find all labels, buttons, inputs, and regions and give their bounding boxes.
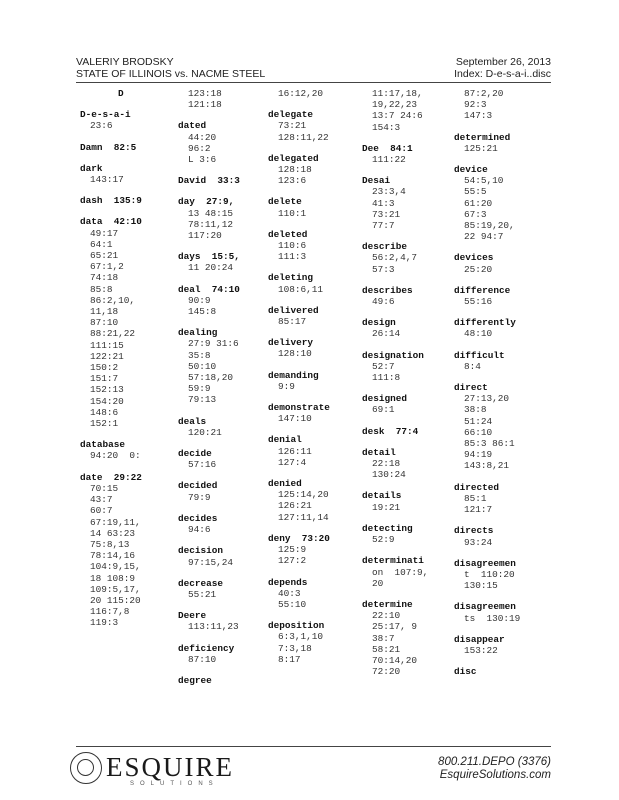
index-term: determined: [454, 131, 511, 143]
page-line-ref: 85:19,20,: [464, 220, 515, 232]
page-line-ref: 70:15: [90, 482, 119, 494]
index-entry: [80, 163, 172, 185]
page-line-ref: on 107:9,: [372, 566, 429, 578]
page-line-ref: 26:14: [372, 328, 401, 340]
logo-subtitle: SOLUTIONS: [130, 781, 219, 787]
page-line-ref: 125:9: [278, 544, 307, 556]
page-line-ref: 120:21: [188, 426, 222, 438]
page-line-ref: 94:20 0:: [90, 450, 141, 462]
page-line-ref: 8:17: [278, 653, 301, 665]
index-term: detail: [362, 446, 396, 458]
page-line-ref: 48:10: [464, 328, 493, 340]
index-entry: [454, 350, 546, 372]
index-term: dark: [80, 162, 103, 174]
page-line-ref: 78:11,12: [188, 218, 234, 230]
index-entry: [178, 480, 270, 502]
page-line-ref: 38:8: [464, 404, 487, 416]
page-line-ref: 123:18: [188, 88, 222, 99]
page-line-ref: 16:12,20: [278, 88, 324, 99]
index-entry: [80, 195, 172, 206]
page-line-ref: 87:2,20: [464, 88, 504, 99]
index-term: degree: [178, 674, 212, 686]
page-line-ref: 73:21: [278, 120, 307, 132]
page-line-ref: 61:20: [464, 197, 493, 209]
index-entry: [268, 272, 360, 294]
index-entry: [362, 523, 454, 545]
index-term: deficiency: [178, 642, 235, 654]
index-entry: [454, 317, 546, 339]
page-line-ref: 145:8: [188, 306, 217, 318]
index-term: describe: [362, 241, 408, 253]
index-term: days 15:5,: [178, 251, 240, 263]
page-line-ref: 22:10: [372, 610, 401, 622]
page-line-ref: 88:21,22: [90, 328, 136, 340]
page-line-ref: 119:3: [90, 617, 119, 629]
page-line-ref: 23:6: [90, 120, 113, 132]
page-line-ref: 111:22: [372, 154, 406, 166]
index-entry: [454, 252, 546, 274]
index-entry: [178, 643, 270, 665]
page-line-ref: 27:9 31:6: [188, 338, 239, 350]
index-term: decrease: [178, 577, 224, 589]
index-term: deny 73:20: [268, 532, 330, 544]
footer-website: EsquireSolutions.com: [439, 769, 551, 781]
page-line-ref: 130:15: [464, 580, 498, 592]
header-right: [454, 56, 551, 80]
index-term: designation: [362, 349, 424, 361]
page-line-ref: 44:20: [188, 131, 217, 143]
index-term: decided: [178, 480, 218, 492]
page-line-ref: 128:18: [278, 164, 312, 176]
page-line-ref: 85:3 86:1: [464, 438, 515, 450]
page-line-ref: 85:17: [278, 316, 307, 328]
index-entry: [80, 109, 172, 131]
index-entry: [178, 120, 270, 165]
logo-wordmark: ESQUIRE: [106, 752, 234, 782]
page-line-ref: 13 48:15: [188, 207, 234, 219]
page-line-ref: 122:21: [90, 350, 124, 362]
page-line-ref: 50:10: [188, 360, 217, 372]
index-entry: [362, 241, 454, 275]
page-line-ref: 23:3,4: [372, 186, 406, 198]
page-line-ref: 150:2: [90, 362, 119, 374]
index-column: [268, 88, 360, 675]
index-entry: [178, 175, 270, 186]
page-line-ref: 38:7: [372, 632, 395, 644]
index-term: Dee 84:1: [362, 142, 413, 154]
index-term: direct: [454, 382, 488, 394]
index-term: denial: [268, 434, 302, 446]
page-line-ref: 152:13: [90, 384, 124, 396]
page-line-ref: ts 130:19: [464, 612, 521, 624]
page-line-ref: 25:17, 9: [372, 621, 418, 633]
index-term: demonstrate: [268, 402, 330, 414]
index-term: deal 74:10: [178, 283, 240, 295]
index-entry: [80, 88, 172, 99]
index-term: details: [362, 490, 402, 502]
page-line-ref: 121:7: [464, 504, 493, 516]
case-title: STATE OF ILLINOIS vs. NACME STEEL: [76, 68, 266, 80]
page-line-ref: 72:20: [372, 666, 401, 678]
page-line-ref: 43:7: [90, 494, 113, 506]
page-line-ref: 117:20: [188, 230, 222, 242]
index-term: deposition: [268, 620, 325, 632]
page-line-ref: 40:3: [278, 587, 301, 599]
index-entry: [80, 472, 172, 629]
page-line-ref: 9:9: [278, 380, 295, 392]
page-line-ref: 93:24: [464, 536, 493, 548]
page-line-ref: 126:11: [278, 445, 312, 457]
page-line-ref: 55:21: [188, 588, 217, 600]
index-entry: [362, 599, 454, 677]
index-entry: [178, 284, 270, 318]
page-line-ref: 57:16: [188, 459, 217, 471]
index-term: disagreemen: [454, 557, 516, 569]
page-line-ref: 7:3,18: [278, 642, 312, 654]
index-entry: [268, 305, 360, 327]
page-line-ref: 35:8: [188, 349, 211, 361]
page-line-ref: 94:6: [188, 524, 211, 536]
page-line-ref: 79:9: [188, 491, 211, 503]
index-entry: [268, 434, 360, 468]
index-term: decision: [178, 545, 224, 557]
index-term: designed: [362, 393, 408, 405]
page-line-ref: 20 115:20: [90, 594, 141, 606]
index-entry: [178, 578, 270, 600]
page-line-ref: 79:13: [188, 394, 217, 406]
index-term: disagreemen: [454, 601, 516, 613]
page-line-ref: 127:4: [278, 456, 307, 468]
page-line-ref: L 3:6: [188, 154, 217, 166]
header-rule: [76, 82, 551, 83]
index-term: deleted: [268, 228, 308, 240]
index-term: desk 77:4: [362, 425, 419, 437]
index-term: delegate: [268, 109, 314, 121]
page-line-ref: 125:21: [464, 142, 498, 154]
index-entry: [268, 88, 360, 99]
index-term: data 42:10: [80, 216, 142, 228]
index-entry: [178, 416, 270, 438]
page-line-ref: 49:6: [372, 296, 395, 308]
page-line-ref: 51:24: [464, 415, 493, 427]
page-line-ref: 148:6: [90, 406, 119, 418]
page-line-ref: 85:1: [464, 492, 487, 504]
page-line-ref: 14 63:23: [90, 527, 136, 539]
index-term: David 33:3: [178, 175, 240, 187]
page-line-ref: 153:22: [464, 644, 498, 656]
page-line-ref: 130:24: [372, 469, 406, 481]
index-entry: [454, 132, 546, 154]
index-term: devices: [454, 252, 494, 264]
index-entry: [178, 251, 270, 273]
page-line-ref: 111:15: [90, 339, 124, 351]
index-entry: [454, 285, 546, 307]
page-line-ref: 151:7: [90, 373, 119, 385]
index-column: [454, 88, 546, 687]
page-line-ref: 104:9,15,: [90, 561, 141, 573]
page-line-ref: 78:14,16: [90, 550, 136, 562]
witness-name: VALERIY BRODSKY: [76, 56, 174, 68]
page-line-ref: 70:14,20: [372, 654, 418, 666]
index-term: decide: [178, 448, 212, 460]
index-entry: [268, 533, 360, 567]
page-line-ref: 58:21: [372, 643, 401, 655]
index-entry: [268, 196, 360, 218]
page-line-ref: 94:19: [464, 449, 493, 461]
index-term: database: [80, 439, 126, 451]
page-line-ref: 111:8: [372, 372, 401, 384]
index-term: directs: [454, 525, 494, 537]
index-term: D: [118, 88, 124, 99]
index-term: Desai: [362, 175, 391, 187]
page-line-ref: 54:5,10: [464, 175, 504, 187]
index-term: delivered: [268, 304, 319, 316]
page-line-ref: 13:7 24:6: [372, 110, 423, 122]
page-line-ref: 147:3: [464, 110, 493, 122]
page-line-ref: 52:7: [372, 360, 395, 372]
page-line-ref: 56:2,4,7: [372, 252, 418, 264]
page-line-ref: 41:3: [372, 197, 395, 209]
page-line-ref: 11 20:24: [188, 262, 234, 274]
page-line-ref: 154:20: [90, 395, 124, 407]
page-line-ref: 20: [372, 577, 384, 589]
index-term: determinati: [362, 555, 424, 567]
index-entry: [454, 88, 546, 122]
page-line-ref: 110:6: [278, 240, 307, 252]
index-entry: [362, 317, 454, 339]
index-entry: [268, 153, 360, 187]
page-line-ref: 127:11,14: [278, 511, 329, 523]
page-line-ref: 90:9: [188, 294, 211, 306]
index-entry: [80, 216, 172, 429]
page-line-ref: 19:21: [372, 501, 401, 513]
index-term: Damn 82:5: [80, 141, 137, 153]
index-entry: [454, 634, 546, 656]
index-entry: [178, 610, 270, 632]
page-line-ref: 75:8,13: [90, 538, 130, 550]
index-entry: [362, 88, 454, 133]
page-line-ref: 57:3: [372, 263, 395, 275]
index-entry: [178, 675, 270, 686]
seal-icon: [70, 752, 102, 784]
index-entry: [268, 402, 360, 424]
index-term: denied: [268, 478, 302, 490]
page-line-ref: 86:2,10,: [90, 294, 136, 306]
index-entry: [362, 393, 454, 415]
page-line-ref: 66:10: [464, 426, 493, 438]
index-entry: [268, 337, 360, 359]
index-term: D-e-s-a-i: [80, 109, 131, 121]
page-line-ref: 128:11,22: [278, 131, 329, 143]
index-entry: [178, 327, 270, 405]
page-line-ref: 126:21: [278, 500, 312, 512]
page-line-ref: 55:5: [464, 186, 487, 198]
page-line-ref: 77:7: [372, 220, 395, 232]
page-line-ref: 65:21: [90, 250, 119, 262]
index-term: depends: [268, 576, 308, 588]
index-term: day 27:9,: [178, 196, 235, 208]
index-range: Index: D-e-s-a-i..disc: [454, 68, 551, 80]
index-entry: [268, 478, 360, 523]
index-entry: [362, 175, 454, 231]
page-line-ref: 11:17,18,: [372, 88, 423, 99]
page-line-ref: 121:18: [188, 99, 222, 111]
index-term: dated: [178, 120, 207, 132]
page-line-ref: 73:21: [372, 208, 401, 220]
index-entry: [454, 558, 546, 592]
index-entry: [454, 482, 546, 516]
index-term: device: [454, 164, 488, 176]
footer-rule: [76, 746, 551, 747]
page-line-ref: 85:8: [90, 283, 113, 295]
page-line-ref: 8:4: [464, 360, 481, 372]
index-term: Deere: [178, 610, 207, 622]
page-line-ref: 55:10: [278, 598, 307, 610]
index-entry: [178, 88, 270, 110]
page-line-ref: 154:3: [372, 121, 401, 133]
index-entry: [454, 601, 546, 623]
page-line-ref: 11,18: [90, 306, 119, 318]
page-line-ref: 92:3: [464, 99, 487, 111]
page-line-ref: 19,22,23: [372, 99, 418, 111]
index-entry: [362, 143, 454, 165]
page-line-ref: 55:16: [464, 296, 493, 308]
index-entry: [454, 666, 546, 677]
page-line-ref: 67:3: [464, 208, 487, 220]
index-term: delivery: [268, 337, 314, 349]
index-entry: [362, 490, 454, 512]
index-term: difficult: [454, 349, 505, 361]
index-term: difference: [454, 284, 511, 296]
page-line-ref: 59:9: [188, 383, 211, 395]
page-line-ref: 123:6: [278, 175, 307, 187]
page-line-ref: 67:1,2: [90, 261, 124, 273]
page-line-ref: 22 94:7: [464, 231, 504, 243]
footer-contact: [438, 756, 551, 782]
page-line-ref: 96:2: [188, 142, 211, 154]
page-line-ref: 116:7,8: [90, 606, 130, 618]
header-left: [76, 56, 265, 80]
index-entry: [178, 448, 270, 470]
index-term: dealing: [178, 327, 218, 339]
index-entry: [268, 229, 360, 263]
page-line-ref: 127:2: [278, 555, 307, 567]
page-line-ref: 147:10: [278, 413, 312, 425]
index-entry: [362, 285, 454, 307]
page-line-ref: 27:13,20: [464, 393, 510, 405]
page-line-ref: 152:1: [90, 418, 119, 430]
index-term: design: [362, 317, 396, 329]
index-term: demanding: [268, 369, 319, 381]
index-term: date 29:22: [80, 471, 142, 483]
index-entry: [362, 555, 454, 589]
page-line-ref: 74:18: [90, 272, 119, 284]
index-term: delete: [268, 196, 302, 208]
index-term: determine: [362, 598, 413, 610]
index-term: deleting: [268, 272, 314, 284]
page-line-ref: 143:8,21: [464, 460, 510, 472]
index-entry: [268, 109, 360, 143]
index-term: differently: [454, 317, 516, 329]
index-entry: [454, 164, 546, 242]
page-line-ref: 110:1: [278, 207, 307, 219]
page-line-ref: 52:9: [372, 534, 395, 546]
index-entry: [268, 577, 360, 611]
page-line-ref: 57:18,20: [188, 372, 234, 384]
page-line-ref: 109:5,17,: [90, 583, 141, 595]
page-line-ref: 108:6,11: [278, 283, 324, 295]
index-entry: [268, 370, 360, 392]
index-entry: [178, 196, 270, 241]
index-entry: [80, 439, 172, 461]
index-term: disc: [454, 666, 477, 678]
index-entry: [80, 142, 172, 153]
index-entry: [454, 525, 546, 547]
footer-phone: 800.211.DEPO (3376): [438, 756, 551, 768]
page-line-ref: 111:3: [278, 251, 307, 263]
page-line-ref: 60:7: [90, 505, 113, 517]
page-line-ref: 125:14,20: [278, 489, 329, 501]
page-line-ref: 67:19,11,: [90, 516, 141, 528]
page-line-ref: 128:10: [278, 348, 312, 360]
page-line-ref: 87:10: [90, 317, 119, 329]
index-term: decides: [178, 512, 218, 524]
page-line-ref: 69:1: [372, 404, 395, 416]
index-column: [80, 88, 172, 639]
index-entry: [178, 545, 270, 567]
index-entry: [268, 620, 360, 665]
page-line-ref: 87:10: [188, 653, 217, 665]
index-term: delegated: [268, 152, 319, 164]
index-term: directed: [454, 481, 500, 493]
index-term: detecting: [362, 522, 413, 534]
esquire-logo: [70, 752, 270, 788]
page-line-ref: 97:15,24: [188, 556, 234, 568]
index-entry: [362, 350, 454, 384]
page-line-ref: 49:17: [90, 227, 119, 239]
page-line-ref: 143:17: [90, 174, 124, 186]
index-term: deals: [178, 415, 207, 427]
index-column: [178, 88, 270, 696]
page-line-ref: 18 108:9: [90, 572, 136, 584]
index-entry: [178, 513, 270, 535]
index-column: [362, 88, 454, 687]
index-entry: [362, 447, 454, 481]
index-entry: [362, 426, 454, 437]
index-term: describes: [362, 284, 413, 296]
deposition-date: September 26, 2013: [455, 56, 551, 68]
index-term: disappear: [454, 633, 505, 645]
page-line-ref: 25:20: [464, 263, 493, 275]
page-line-ref: 22:18: [372, 458, 401, 470]
page-line-ref: 113:11,23: [188, 621, 239, 633]
page-line-ref: 6:3,1,10: [278, 631, 324, 643]
index-term: dash 135:9: [80, 195, 142, 207]
page-line-ref: t 110:20: [464, 568, 515, 580]
index-entry: [454, 382, 546, 472]
page-line-ref: 64:1: [90, 238, 113, 250]
